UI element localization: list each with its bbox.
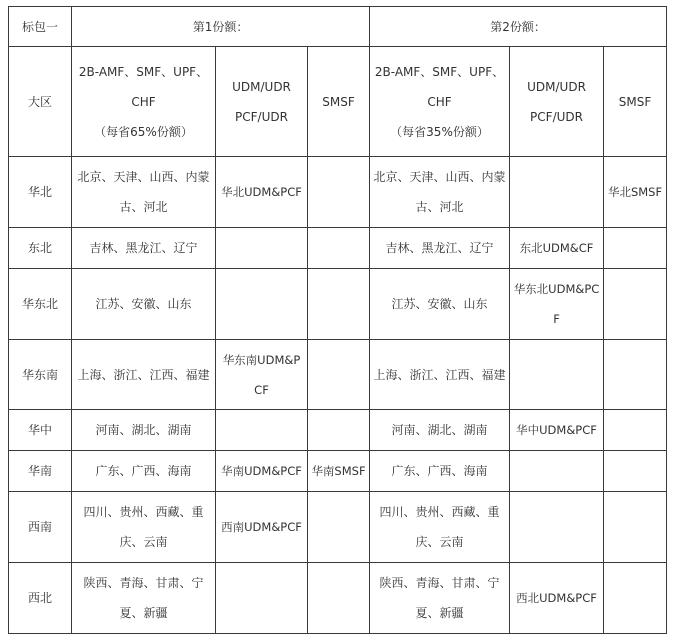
share2-smsf-cell (604, 340, 667, 410)
share2-provinces-cell: 江苏、安徽、山东 (370, 269, 510, 340)
share2-provinces-cell: 河南、湖北、湖南 (370, 410, 510, 451)
table-row (9, 269, 667, 340)
share1-smsf-cell (308, 340, 370, 410)
share2-udm-cell: 华东北UDM&PCF (510, 269, 604, 340)
share2-udm-header: UDM/UDR PCF/UDR (510, 47, 604, 157)
share2-smsf-cell (604, 492, 667, 563)
share1-udm-cell (216, 410, 308, 451)
region-cell: 西南 (9, 492, 72, 563)
share2-provinces-cell: 四川、贵州、西藏、重庆、云南 (370, 492, 510, 563)
share2-smsf-cell (604, 451, 667, 492)
share2-smsf-cell (604, 410, 667, 451)
share1-smsf-cell (308, 563, 370, 634)
package-label-cell: 标包一 (9, 7, 72, 47)
share2-udm-cell (510, 157, 604, 228)
share2-udm-cell: 东北UDM&CF (510, 228, 604, 269)
share2-smsf-cell (604, 228, 667, 269)
share2-udm-cell (510, 451, 604, 492)
share2-udm-cell: 西北UDM&PCF (510, 563, 604, 634)
share1-smsf-cell: 华南SMSF (308, 451, 370, 492)
region-cell: 华中 (9, 410, 72, 451)
table-row (9, 157, 667, 228)
region-cell: 华东南 (9, 340, 72, 410)
share2-provinces-cell: 陕西、青海、甘肃、宁夏、新疆 (370, 563, 510, 634)
share2-smsf-cell: 华北SMSF (604, 157, 667, 228)
share1-provinces-cell: 北京、天津、山西、内蒙古、河北 (72, 157, 216, 228)
share2-provinces-cell: 上海、浙江、江西、福建 (370, 340, 510, 410)
share2-udm-cell: 华中UDM&PCF (510, 410, 604, 451)
share1-provinces-cell: 吉林、黑龙江、辽宁 (72, 228, 216, 269)
share1-smsf-header: SMSF (308, 47, 370, 157)
share1-provinces-cell: 上海、浙江、江西、福建 (72, 340, 216, 410)
bid-package-table (8, 6, 667, 634)
share2-smsf-cell (604, 269, 667, 340)
header-row (9, 7, 667, 47)
share2-provinces-cell: 广东、广西、海南 (370, 451, 510, 492)
share1-provinces-cell: 河南、湖北、湖南 (72, 410, 216, 451)
share1-udm-cell: 西南UDM&PCF (216, 492, 308, 563)
share1-smsf-cell (308, 228, 370, 269)
share1-udm-cell (216, 563, 308, 634)
region-label-cell: 大区 (9, 47, 72, 157)
share2-provinces-cell: 北京、天津、山西、内蒙古、河北 (370, 157, 510, 228)
table-row (9, 451, 667, 492)
share1-provinces-cell: 江苏、安徽、山东 (72, 269, 216, 340)
share1-udm-cell: 华南UDM&PCF (216, 451, 308, 492)
share1-udm-cell: 华北UDM&PCF (216, 157, 308, 228)
share1-provinces-cell: 广东、广西、海南 (72, 451, 216, 492)
table-row (9, 340, 667, 410)
table-row (9, 228, 667, 269)
table-row (9, 563, 667, 634)
share1-udm-header: UDM/UDR PCF/UDR (216, 47, 308, 157)
share2-core-nf-header: 2B-AMF、SMF、UPF、 CHF （每省35%份额） (370, 47, 510, 157)
region-cell: 华北 (9, 157, 72, 228)
share1-provinces-cell: 陕西、青海、甘肃、宁夏、新疆 (72, 563, 216, 634)
region-cell: 东北 (9, 228, 72, 269)
region-cell: 西北 (9, 563, 72, 634)
share2-smsf-cell (604, 563, 667, 634)
subheader-row (9, 47, 667, 157)
share1-smsf-cell (308, 157, 370, 228)
share1-udm-cell (216, 269, 308, 340)
region-cell: 华南 (9, 451, 72, 492)
region-cell: 华东北 (9, 269, 72, 340)
table-row (9, 492, 667, 563)
table-row (9, 410, 667, 451)
share2-udm-cell (510, 340, 604, 410)
share1-udm-cell (216, 228, 308, 269)
share1-udm-cell: 华东南UDM&PCF (216, 340, 308, 410)
share1-provinces-cell: 四川、贵州、西藏、重庆、云南 (72, 492, 216, 563)
share1-core-nf-header: 2B-AMF、SMF、UPF、 CHF （每省65%份额） (72, 47, 216, 157)
share1-header-cell: 第1份额： (72, 7, 370, 47)
share2-smsf-header: SMSF (604, 47, 667, 157)
share1-smsf-cell (308, 492, 370, 563)
share2-provinces-cell: 吉林、黑龙江、辽宁 (370, 228, 510, 269)
share1-smsf-cell (308, 269, 370, 340)
share2-udm-cell (510, 492, 604, 563)
share2-header-cell: 第2份额： (370, 7, 667, 47)
share1-smsf-cell (308, 410, 370, 451)
